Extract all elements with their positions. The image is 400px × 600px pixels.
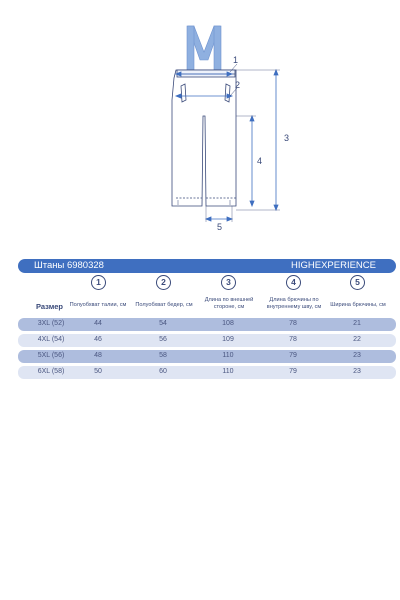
row-value-2: 56 (159, 336, 167, 343)
table-row (18, 334, 396, 347)
row-value-1: 44 (94, 320, 102, 327)
row-size: 5XL (56) (37, 352, 65, 359)
column-number-5: 5 (350, 275, 365, 290)
row-size: 3XL (52) (37, 320, 65, 327)
table-row (18, 318, 396, 331)
label-3: 3 (284, 133, 290, 143)
label-5: 5 (217, 222, 223, 232)
column-number-4: 4 (286, 275, 301, 290)
row-value-3: 110 (222, 352, 234, 359)
row-value-5: 23 (353, 368, 361, 375)
column-number-1: 1 (91, 275, 106, 290)
size-column-header: Размер (36, 302, 64, 311)
row-value-3: 109 (222, 336, 234, 343)
column-header-inseam: Длина брючины по внутреннему шву, см (266, 297, 322, 310)
row-value-2: 58 (159, 352, 167, 359)
label-4: 4 (257, 156, 263, 166)
pants-outline (172, 70, 236, 206)
column-number-3: 3 (221, 275, 236, 290)
pants-measurement-diagram (0, 0, 400, 240)
row-size: 4XL (54) (37, 336, 65, 343)
row-value-4: 79 (289, 368, 297, 375)
product-title: Штаны 6980328 (34, 260, 104, 271)
column-header-outer-length: Длина по внешней стороне, см (204, 297, 254, 310)
row-value-2: 60 (159, 368, 167, 375)
table-title-bar (18, 259, 396, 273)
column-number-2: 2 (156, 275, 171, 290)
row-value-1: 50 (94, 368, 102, 375)
row-value-3: 110 (222, 368, 234, 375)
column-header-waist: Полуобхват талии, см (69, 302, 127, 308)
row-value-5: 22 (353, 336, 361, 343)
suspenders (187, 26, 221, 70)
label-2: 2 (235, 80, 241, 90)
row-size: 6XL (58) (37, 368, 65, 375)
row-value-1: 48 (94, 352, 102, 359)
table-row (18, 366, 396, 379)
row-value-4: 79 (289, 352, 297, 359)
row-value-5: 21 (353, 320, 361, 327)
row-value-1: 46 (94, 336, 102, 343)
row-value-2: 54 (159, 320, 167, 327)
row-value-3: 108 (222, 320, 234, 327)
row-value-4: 78 (289, 320, 297, 327)
table-row (18, 350, 396, 363)
row-value-5: 23 (353, 352, 361, 359)
row-value-4: 78 (289, 336, 297, 343)
label-1: 1 (233, 55, 239, 65)
brand-name: HIGHEXPERIENCE (291, 260, 376, 271)
column-header-hips: Полуобхват бедер, см (135, 302, 193, 308)
column-header-leg-width: Ширина брючины, см (330, 302, 386, 308)
